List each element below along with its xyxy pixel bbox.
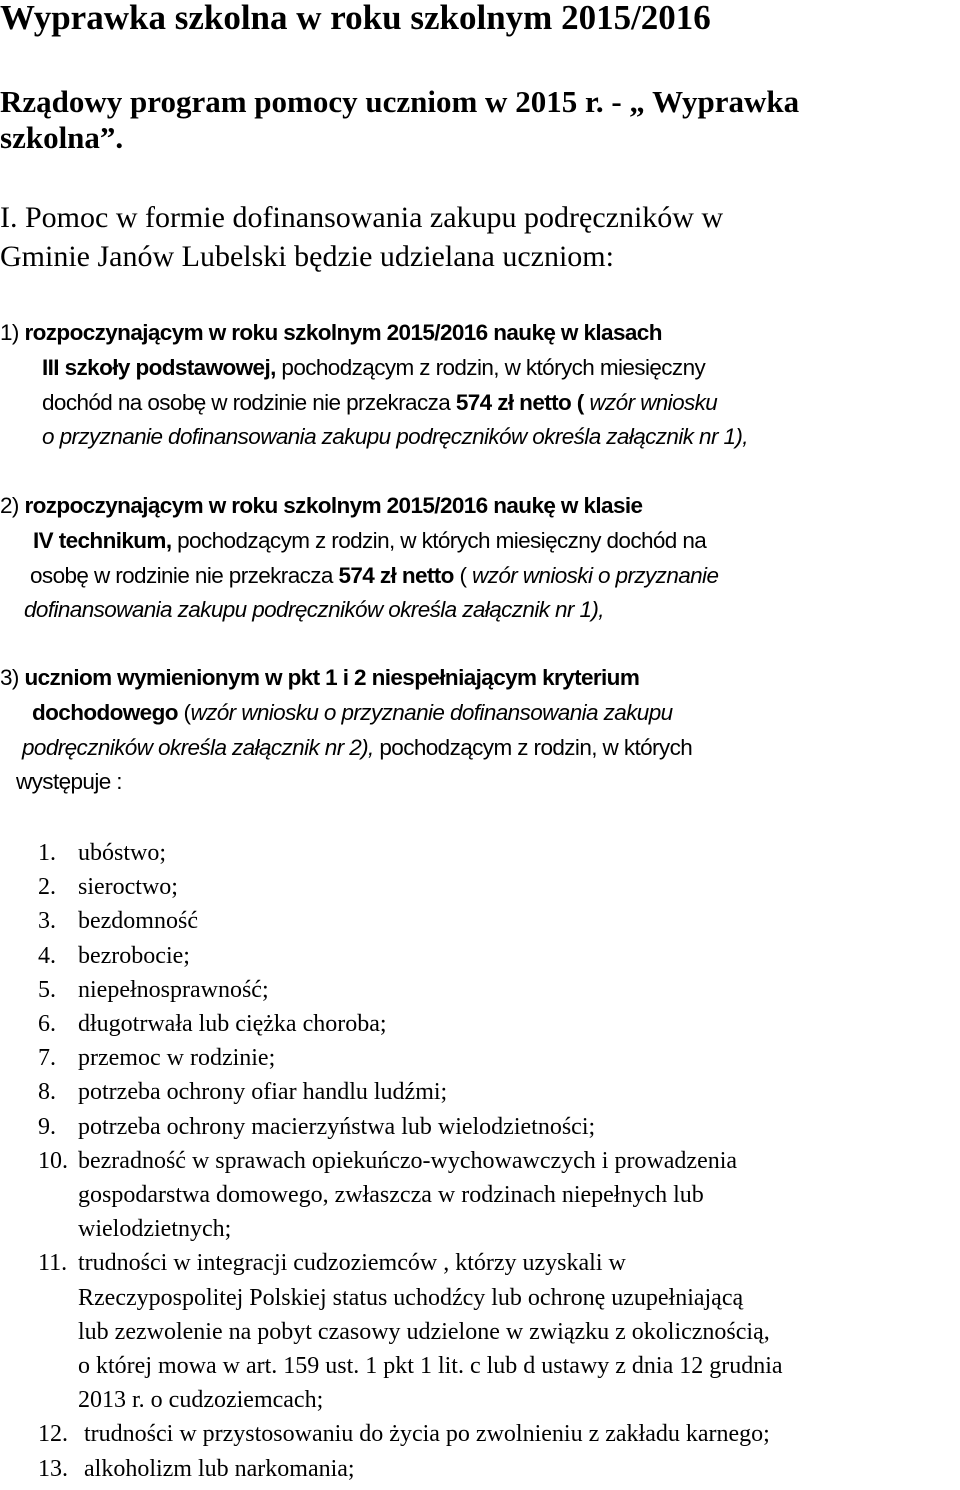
list-item-text: ubóstwo;	[78, 840, 167, 866]
list-item-number: 8.	[38, 1079, 56, 1106]
section-i-line-1: I. Pomoc w formie dofinansowania zakupu podręczników w	[0, 201, 724, 234]
point-3-line-3: podręczników określa załącznik nr 2), pochodzącym z rodzin, w których	[22, 735, 693, 760]
list-item-text: przemoc w rodzinie;	[78, 1045, 276, 1072]
list-item-text: potrzeba ochrony macierzyństwa lub wielodzietności;	[78, 1113, 596, 1140]
list-item-text: trudności w przystosowaniu do życia po zwolnieniu z zakładu karnego;	[84, 1421, 770, 1448]
list-item-text: bezrobocie;	[78, 942, 190, 969]
program-heading-line-2: szkolna”.	[0, 120, 124, 155]
page-title: Wyprawka szkolna w roku szkolnym 2015/2016	[0, 0, 711, 37]
point-1-line-1: 1) rozpoczynającym w roku szkolnym 2015/2016 naukę w klasach	[0, 320, 662, 345]
list-item-text: gospodarstwa domowego, zwłaszcza w rodzinach niepełnych lub	[78, 1182, 704, 1208]
section-i-line-2: Gminie Janów Lubelski będzie udzielana uczniom:	[0, 240, 614, 273]
list-item-number: 5.	[38, 976, 56, 1003]
list-item-number: 4.	[38, 942, 56, 969]
point-2-line-4: dofinansowania zakupu podręczników określa załącznik nr 1),	[24, 597, 604, 622]
list-item-number: 13.	[38, 1455, 68, 1482]
point-1-line-3: dochód na osobę w rodzinie nie przekracza 574 zł netto ( wzór wniosku	[42, 390, 718, 415]
list-item-text: 2013 r. o cudzoziemcach;	[78, 1387, 324, 1414]
list-item-number: 6.	[38, 1011, 56, 1037]
list-item-number: 9.	[38, 1113, 56, 1140]
list-item-text: długotrwała lub ciężka choroba;	[78, 1011, 387, 1037]
list-item-number: 3.	[38, 908, 56, 935]
list-item-text: lub zezwolenie na pobyt czasowy udzielone w związku z okolicznością,	[78, 1318, 770, 1345]
point-3-line-4: występuje :	[16, 769, 122, 794]
point-3-line-1: 3) uczniom wymienionym w pkt 1 i 2 niespełniającym kryterium	[0, 665, 640, 690]
point-2-line-3: osobę w rodzinie nie przekracza 574 zł netto ( wzór wnioski o przyznanie	[30, 563, 719, 588]
list-item-text: alkoholizm lub narkomania;	[84, 1455, 355, 1482]
list-item-text: trudności w integracji cudzoziemców , którzy uzyskali w	[78, 1250, 626, 1277]
list-item-number: 7.	[38, 1045, 56, 1072]
point-2-line-2: IV technikum, pochodzącym z rodzin, w których miesięczny dochód na	[33, 528, 707, 553]
list-item-text: niepełnosprawność;	[78, 976, 269, 1003]
list-item-text: o której mowa w art. 159 ust. 1 pkt 1 lit. c lub d ustawy z dnia 12 grudnia	[78, 1353, 783, 1379]
list-item-text: bezradność w sprawach opiekuńczo-wychowawczych i prowadzenia	[78, 1147, 738, 1174]
list-item-text: Rzeczypospolitej Polskiej status uchodźcy lub ochronę uzupełniającą	[78, 1284, 744, 1311]
list-item-number: 2.	[38, 874, 56, 901]
program-heading-line-1: Rządowy program pomocy uczniom w 2015 r. - „ Wyprawka	[0, 84, 800, 119]
list-item-text: sieroctwo;	[78, 874, 178, 901]
point-3-line-2: dochodowego (wzór wniosku o przyznanie dofinansowania zakupu	[32, 700, 673, 725]
list-item-number: 11.	[38, 1250, 68, 1277]
list-item-text: bezdomność	[78, 908, 198, 935]
list-item-text: wielodzietnych;	[78, 1216, 232, 1243]
point-1-line-2: III szkoły podstawowej, pochodzącym z rodzin, w których miesięczny	[42, 355, 706, 380]
list-item-number: 10.	[38, 1147, 68, 1174]
point-1-line-4: o przyznanie dofinansowania zakupu podręczników określa załącznik nr 1),	[42, 424, 748, 449]
list-item-number: 1.	[38, 840, 56, 866]
list-item-text: potrzeba ochrony ofiar handlu ludźmi;	[78, 1079, 448, 1106]
list-item-number: 12.	[38, 1421, 68, 1448]
point-2-line-1: 2) rozpoczynającym w roku szkolnym 2015/2016 naukę w klasie	[0, 493, 643, 518]
